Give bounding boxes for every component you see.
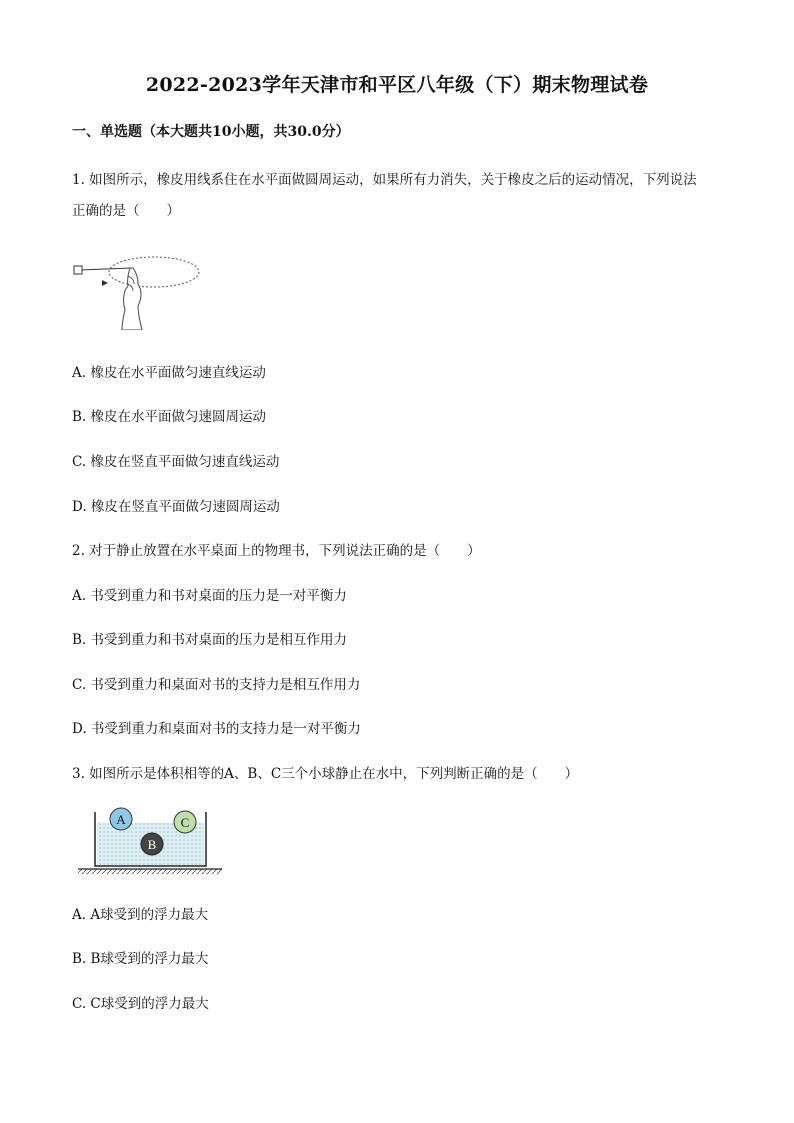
- q2-option-c: C. 书受到重力和桌面对书的支持力是相互作用力: [72, 677, 361, 693]
- q1-option-d: D. 橡皮在竖直平面做匀速圆周运动: [72, 499, 280, 515]
- q3-option-a: A. A球受到的浮力最大: [72, 907, 209, 923]
- hand: [122, 268, 142, 330]
- q1-option-c: C. 橡皮在竖直平面做匀速直线运动: [72, 454, 280, 470]
- ball-b-label: B: [147, 837, 157, 852]
- q1-stem-line1: 1. 如图所示，橡皮用线系住在水平面做圆周运动，如果所有力消失，关于橡皮之后的运动情况，下列说法: [72, 172, 697, 188]
- section-heading: 一、单选题（本大题共10小题，共30.0分）: [72, 124, 350, 140]
- ground-hatch: [78, 869, 222, 874]
- q3-option-c: C. C球受到的浮力最大: [72, 996, 209, 1012]
- page-title: 2022-2023学年天津市和平区八年级（下）期末物理试卷: [145, 74, 649, 96]
- q2-option-a: A. 书受到重力和书对桌面的压力是一对平衡力: [72, 588, 347, 604]
- q2-option-d: D. 书受到重力和桌面对书的支持力是一对平衡力: [72, 721, 361, 737]
- eraser: [74, 266, 82, 274]
- q3-stem: 3. 如图所示是体积相等的A、B、C三个小球静止在水中，下列判断正确的是（ ）: [72, 766, 579, 782]
- q1-stem-line2: 正确的是（ ）: [72, 203, 180, 219]
- direction-arrow: [102, 280, 108, 286]
- q3-option-b: B. B球受到的浮力最大: [72, 951, 209, 967]
- string: [80, 268, 132, 270]
- ball-c-label: C: [180, 815, 190, 830]
- q1-option-b: B. 橡皮在水平面做匀速圆周运动: [72, 409, 267, 425]
- q2-option-b: B. 书受到重力和书对桌面的压力是相互作用力: [72, 632, 348, 648]
- circular-path: [109, 257, 199, 287]
- q3-figure-balls-in-water: [74, 802, 226, 874]
- ball-a-label: A: [116, 812, 126, 827]
- q1-figure-rotating-eraser: [70, 250, 205, 330]
- q1-option-a: A. 橡皮在水平面做匀速直线运动: [72, 365, 266, 381]
- q2-stem: 2. 对于静止放置在水平桌面上的物理书，下列说法正确的是（ ）: [72, 543, 481, 559]
